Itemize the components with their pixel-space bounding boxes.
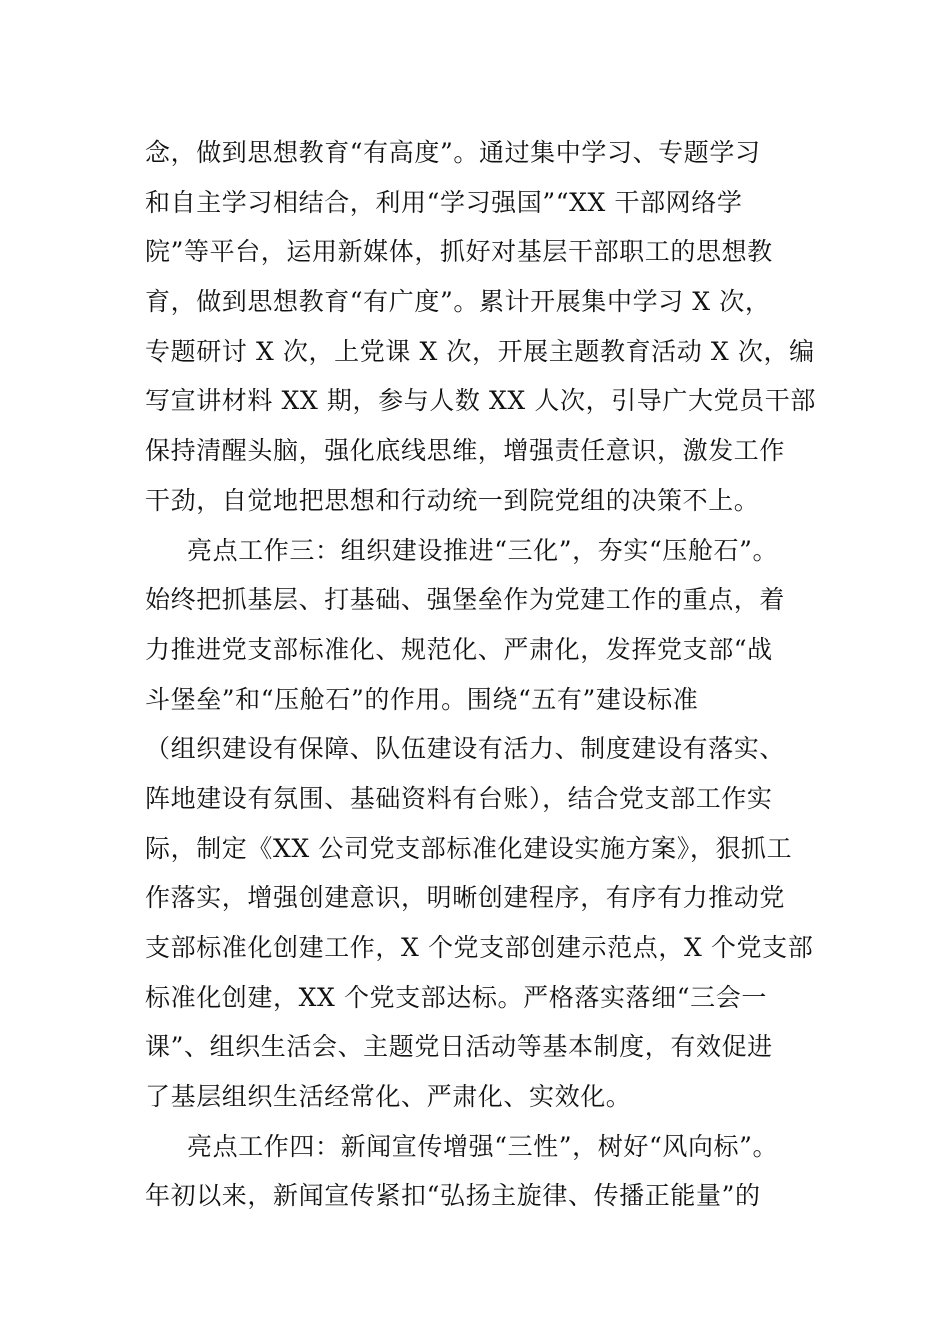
text-line: 保持清醒头脑，强化底线思维，增强责任意识，激发工作 <box>145 436 786 466</box>
text-line: 专题研讨 X 次，上党课 X 次，开展主题教育活动 X 次，编 <box>145 336 815 366</box>
text-line: 始终把抓基层、打基础、强堡垒作为党建工作的重点，着 <box>145 585 786 615</box>
text-line: 念，做到思想教育“有高度”。通过集中学习、专题学习 <box>145 138 761 167</box>
text-line: 育，做到思想教育“有广度”。累计开展集中学习 X 次， <box>145 287 771 317</box>
text-line: 阵地建设有氛围、基础资料有台账），结合党支部工作实 <box>145 783 773 813</box>
text-line: 支部标准化创建工作，X 个党支部创建示范点，X 个党支部 <box>145 933 814 962</box>
text-line: 了基层组织生活经常化、严肃化、实效化。 <box>145 1082 632 1112</box>
text-line: 年初以来，新闻宣传紧扣“弘扬主旋律、传播正能量”的 <box>145 1181 761 1211</box>
text-line: （组织建设有保障、队伍建设有活力、制度建设有落实、 <box>145 734 786 764</box>
text-line: 课”、组织生活会、主题党日活动等基本制度，有效促进 <box>145 1032 773 1062</box>
text-line: 作落实，增强创建意识，明晰创建程序，有序有力推动党 <box>145 883 786 913</box>
text-line: 际，制定《XX 公司党支部标准化建设实施方案》，狠抓工 <box>145 833 793 863</box>
paragraph-heading-line: 亮点工作三：组织建设推进“三化”，夯实“压舱石”。 <box>187 535 779 565</box>
text-line: 写宣讲材料 XX 期，参与人数 XX 人次，引导广大党员干部 <box>145 386 816 416</box>
text-line: 力推进党支部标准化、规范化、严肃化，发挥党支部“战 <box>145 634 773 664</box>
text-line: 和自主学习相结合，利用“学习强国”“XX 干部网络学 <box>145 187 743 217</box>
text-line: 干劲，自觉地把思想和行动统一到院党组的决策不上。 <box>145 485 760 515</box>
body-text <box>145 128 825 1221</box>
paragraph-heading-line: 亮点工作四：新闻宣传增强“三性”，树好“风向标”。 <box>187 1131 779 1161</box>
text-line: 标准化创建，XX 个党支部达标。严格落实落细“三会一 <box>145 982 767 1012</box>
text-line: 斗堡垒”和“压舱石”的作用。围绕“五有”建设标准 <box>145 684 699 714</box>
text-line: 院”等平台，运用新媒体，抓好对基层干部职工的思想教 <box>145 237 773 267</box>
